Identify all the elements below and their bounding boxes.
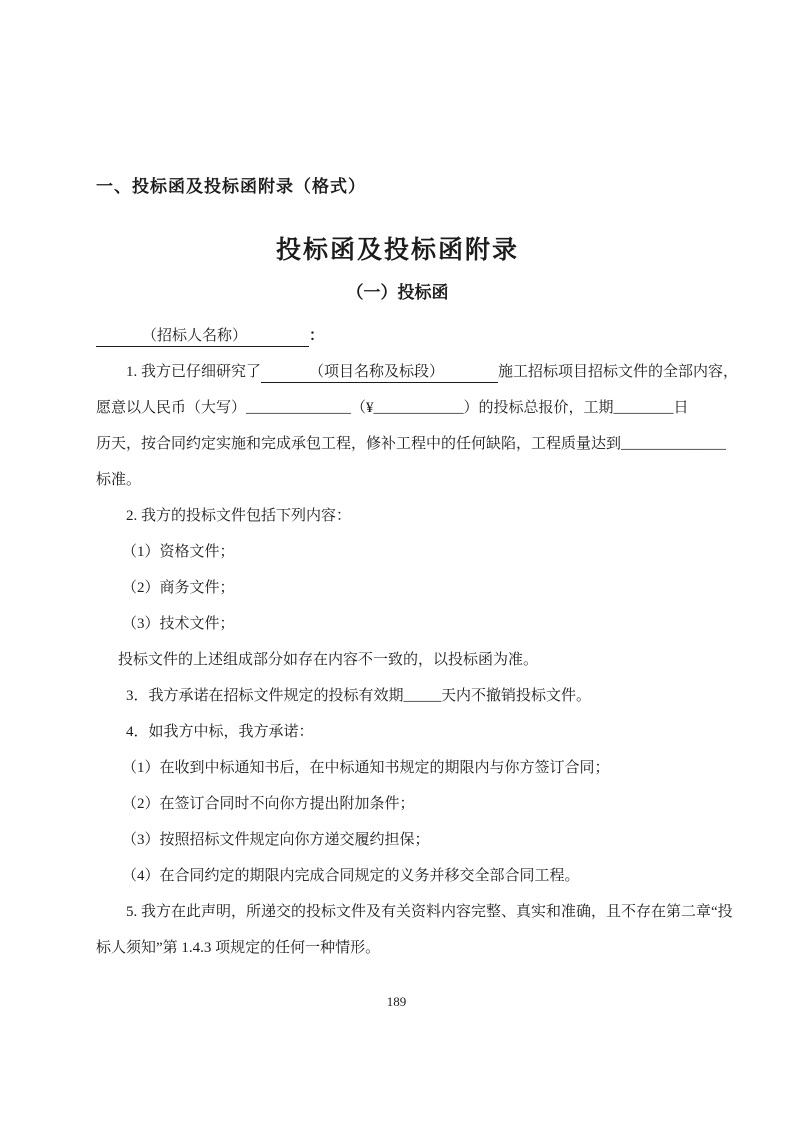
paragraph-4-item-4: （4）在合同约定的期限内完成合同规定的义务并移交全部合同工程。 xyxy=(122,868,580,884)
bidder-name-blank-field xyxy=(96,327,309,347)
paragraph-4-heading: 4．如我方中标，我方承诺： xyxy=(126,724,314,740)
paragraph-2-item-2: （2）商务文件； xyxy=(122,580,235,596)
project-name-placeholder: （项目名称及标段） xyxy=(309,364,445,380)
paragraph-3: 3．我方承诺在招标文件规定的投标有效期_____天内不撤销投标文件。 xyxy=(126,688,592,704)
paragraph-4-item-3: （3）按照招标文件规定向你方递交履约担保； xyxy=(122,832,430,848)
paragraph-5-line-1: 5. 我方在此声明，所递交的投标文件及有关资料内容完整、真实和准确，且不存在第二章“投 xyxy=(126,904,733,920)
paragraph-5-line-2: 标人须知”第 1.4.3 项规定的任何一种情形。 xyxy=(96,940,381,956)
paragraph-4-item-2: （2）在签订合同时不向你方提出附加条件； xyxy=(122,796,415,812)
paragraph-1-line-2: 愿意以人民币（大写）______________（¥____________）的投标总报价，工期________日 xyxy=(96,400,689,416)
document-body xyxy=(96,318,739,966)
paragraph-2-note: 投标文件的上述组成部分如存在内容不一致的，以投标函为准。 xyxy=(118,652,539,668)
paragraph-2-item-3: （3）技术文件； xyxy=(122,616,235,632)
bidder-name-placeholder: （招标人名称） xyxy=(142,328,248,344)
project-name-blank-field xyxy=(261,363,498,383)
paragraph-1-line-1 xyxy=(96,354,739,390)
document-content xyxy=(96,176,739,966)
paragraph-4-item-1: （1）在收到中标通知书后，在中标通知书规定的期限内与你方签订合同； xyxy=(122,760,610,776)
section-heading: 一、投标函及投标函附录（格式） xyxy=(96,177,366,196)
document-title: 投标函及投标函附录 xyxy=(275,236,519,264)
paragraph-1-intro: 1. 我方已仔细研究了 xyxy=(126,364,262,380)
paragraph-1-line-4: 标准。 xyxy=(96,472,142,488)
page-number: 189 xyxy=(386,994,407,1009)
salutation-colon: ： xyxy=(309,328,325,344)
document-subtitle: （一）投标函 xyxy=(346,283,449,302)
salutation-line xyxy=(96,318,699,354)
paragraph-1-line-3: 历天，按合同约定实施和完成承包工程，修补工程中的任何缺陷，工程质量达到______________ xyxy=(96,436,727,452)
paragraph-2-heading: 2. 我方的投标文件包括下列内容： xyxy=(126,508,352,524)
paragraph-2-item-1: （1）资格文件； xyxy=(122,544,235,560)
paragraph-1-continuation: 施工招标项目招标文件的全部内容， xyxy=(498,364,739,380)
